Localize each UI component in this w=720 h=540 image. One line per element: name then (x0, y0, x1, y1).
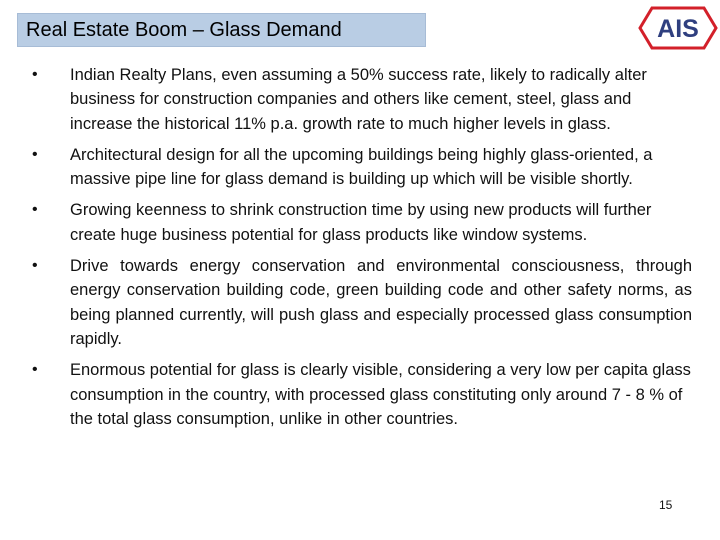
bullet-marker: • (32, 257, 38, 275)
page-number: 15 (659, 498, 673, 512)
bullet-text: Architectural design for all the upcoming buildings being highly glass-oriented, a massive pipe line for glass demand is building up which will be visible shortly. (70, 145, 653, 189)
bullet-marker: • (32, 201, 38, 219)
bullet-text: Drive towards energy conservation and environmental consciousness, through energy conservation building code, green building code and other safety norms, as being planned currently, will push glass and especially processed glass consumption rapidly. (70, 257, 692, 348)
bullet-text: Indian Realty Plans, even assuming a 50% success rate, likely to radically alter business for construction companies and others like cement, steel, glass and increase the historical 11% p.a. growth rate to much higher levels in glass. (70, 66, 647, 133)
bullet-item (32, 358, 692, 431)
bullet-marker: • (32, 66, 38, 83)
logo-text: AIS (657, 15, 699, 43)
bullet-marker: • (32, 361, 38, 379)
bullet-text: Enormous potential for glass is clearly visible, considering a very low per capita glass consumption in the country, with processed glass constituting only around 7 - 8 % of the total glass consumption, unlike in other countries. (70, 361, 691, 428)
bullet-item (32, 63, 692, 136)
slide-title: Real Estate Boom – Glass Demand (26, 18, 342, 41)
bullet-text: Growing keenness to shrink construction time by using new products will further create huge business potential for glass products like window systems. (70, 201, 652, 244)
slide-title-box (17, 13, 426, 47)
bullet-item (32, 143, 692, 192)
ais-logo (636, 5, 720, 51)
bullet-marker: • (32, 145, 38, 163)
bullet-item (32, 254, 692, 351)
bullet-list (32, 63, 692, 438)
bullet-item (32, 198, 692, 247)
